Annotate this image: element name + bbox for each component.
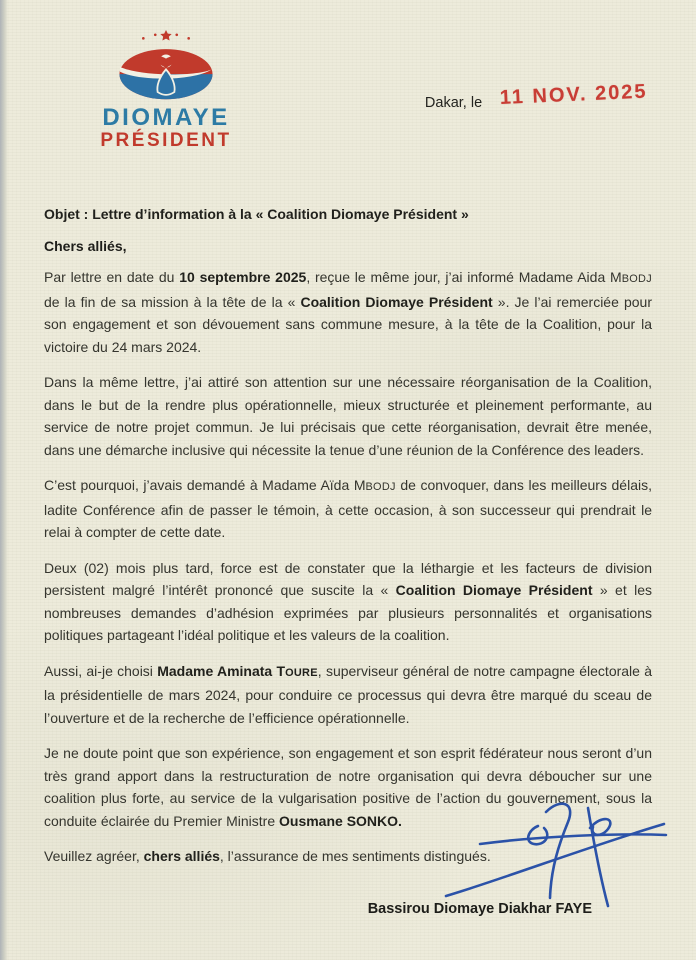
objet-line: Objet : Lettre d’information à la « Coalition Diomaye Président » xyxy=(44,206,469,222)
signature-icon xyxy=(440,796,670,911)
coalition-logo xyxy=(86,30,246,152)
scan-edge-shadow xyxy=(0,0,8,960)
dateline xyxy=(424,80,649,113)
paragraph-3: C’est pourquoi, j’avais demandé à Madame Aïda MBODJ de convoquer, dans les meilleurs délais, ladite Conférence afin de passer le témoin, à cette occasion, à son successeur qui prendrait le relai à compter de cette date. xyxy=(44,477,652,540)
dateline-prefix: Dakar, le xyxy=(424,95,483,111)
paragraph-6: Je ne doute point que son expérience, son engagement et son esprit fédérateur nous seront d’un très grand apport dans la restructuration de notre organisation qui devra déboucher sur une coalition plus forte, au service de la vulgarisation positive de l’action du gouvernement, sous la conduite éclairée du Premier Ministre Ousmane SONKO. xyxy=(44,745,652,829)
signer-name: Bassirou Diomaye Diakhar FAYE xyxy=(367,901,592,917)
paragraph-2: Dans la même lettre, j’ai attiré son attention sur une nécessaire réorganisation de la Coalition, dans le but de la rendre plus opérationnelle, mieux structurée et pleinement performante, au service de notre projet commun. Je lui précisais que cette réorganisation, devrait être menée, dans une démarche inclusive qui nécessite la tenue d’une réunion de la Conférence des leaders. xyxy=(44,374,652,458)
coalition-emblem-icon xyxy=(106,30,226,104)
paragraph-1: Par lettre en date du 10 septembre 2025, reçue le même jour, j’ai informé Madame Aida MBODJ de la fin de sa mission à la tête de la « Coalition Diomaye Président ». Je l’ai remerciée pour son engagement et son dévouement sans commune mesure, à la tête de la Coalition, pour la victoire du 24 mars 2024. xyxy=(44,269,652,355)
salutation: Chers alliés, xyxy=(44,237,127,254)
paragraph-5: Aussi, ai-je choisi Madame Aminata TOURE, superviseur général de notre campagne électorale à la présidentielle de mars 2024, pour conduire ce processus qui devra être marqué du sceau de l’ouverture et de la recherche de l’efficience opérationnelle. xyxy=(44,662,653,726)
logo-text-diomaye: DIOMAYE xyxy=(102,104,230,131)
date-stamp: 11 NOV. 2025 xyxy=(499,80,649,109)
logo-text-president: PRÉSIDENT xyxy=(100,130,232,151)
letter-body xyxy=(44,203,652,868)
closing-line: Veuillez agréer, chers alliés, l’assurance de mes sentiments distingués. xyxy=(44,848,491,864)
paragraph-4: Deux (02) mois plus tard, force est de constater que la léthargie et les facteurs de division persistent malgré l’intérêt prononcé que suscite la « Coalition Diomaye Président » et les nombreuses demandes d’adhésion exprimées par plusieurs personnalités et organisations politiques partageant l’idéal politique et les valeurs de la coalition. xyxy=(44,559,652,643)
